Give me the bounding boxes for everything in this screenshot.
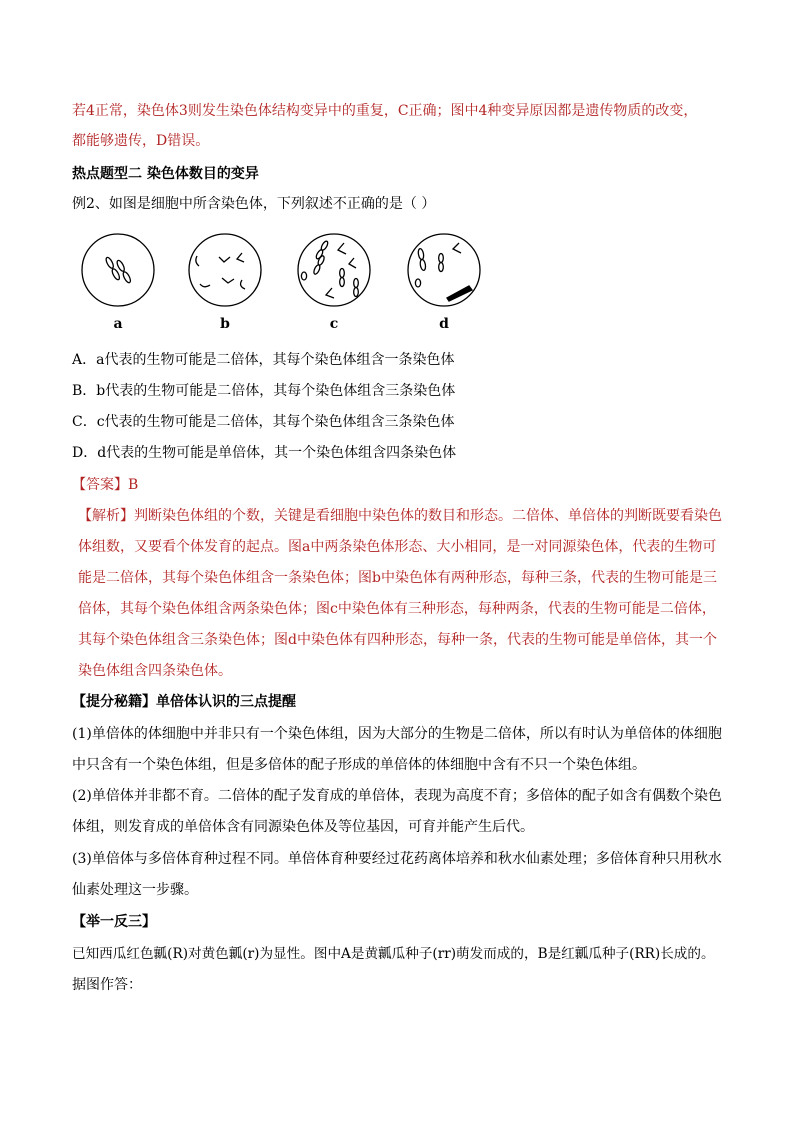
- option-a: A．a代表的生物可能是二倍体，其每个染色体组含一条染色体: [72, 352, 455, 368]
- tip-point-1-cont: 中只含有一个染色体组，但是多倍体的配子形成的单倍体的体细胞中含有不只一个染色体组。: [72, 757, 646, 773]
- chromosome-cells-drawing: [72, 228, 492, 313]
- answer-line: 【答案】B: [72, 477, 139, 493]
- example-question: 例2、如图是细胞中所含染色体，下列叙述不正确的是（ ）: [72, 196, 436, 212]
- analysis-line: 其每个染色体组含三条染色体；图d中染色体有四种形态，每种一条，代表的生物可能是单倍体，其一个: [78, 632, 717, 648]
- chromosome-figure: [72, 228, 492, 338]
- cell-d: [408, 234, 480, 306]
- practice-question-cont: 据图作答：: [72, 977, 142, 993]
- figure-label-b: b: [220, 316, 230, 332]
- practice-heading: 【举一反三】: [72, 914, 156, 930]
- practice-question: 已知西瓜红色瓤(R)对黄色瓤(r)为显性。图中A是黄瓤瓜种子(rr)萌发而成的，B是红瓤瓜种子(RR)长成的。: [72, 946, 715, 962]
- tip-point-3-cont: 仙素处理这一步骤。: [72, 882, 198, 898]
- analysis-line: 能是二倍体，其每个染色体组含一条染色体；图b中染色体有两种形态，每种三条，代表的生物可能是三: [78, 570, 717, 586]
- figure-label-c: c: [329, 316, 339, 332]
- tip-point-3: (3)单倍体与多倍体育种过程不同。单倍体育种要经过花药离体培养和秋水仙素处理；多倍体育种只用秋水: [72, 851, 722, 867]
- analysis-line: 倍体，其每个染色体组含两条染色体；图c中染色体有三种形态，每种两条，代表的生物可能是二倍体，: [78, 601, 716, 617]
- paragraph-line: 都能够遗传，D错误。: [72, 133, 210, 149]
- option-b: B．b代表的生物可能是二倍体，其每个染色体组含三条染色体: [72, 383, 456, 399]
- tip-point-2-cont: 体组，则发育成的单倍体含有同源染色体及等位基因，可育并能产生后代。: [72, 819, 534, 835]
- analysis-line: 染色体组含四条染色体。: [78, 663, 232, 679]
- tip-point-1: (1)单倍体的体细胞中并非只有一个染色体组，因为大部分的生物是二倍体，所以有时认为单倍体的体细胞: [72, 726, 722, 742]
- section-heading: 热点题型二 染色体数目的变异: [72, 166, 259, 182]
- cell-a: [82, 234, 154, 306]
- cell-c: [298, 234, 370, 306]
- option-d: D．d代表的生物可能是单倍体，其一个染色体组含四条染色体: [72, 445, 457, 461]
- analysis-line: 【解析】判断染色体组的个数，关键是看细胞中染色体的数目和形态。二倍体、单倍体的判断既要看染色: [78, 508, 722, 524]
- paragraph-line: 若4正常，染色体3则发生染色体结构变异中的重复，C正确；图中4种变异原因都是遗传物质的改变，: [72, 103, 698, 119]
- tip-point-2: (2)单倍体并非都不育。二倍体的配子发育成的单倍体，表现为高度不育；多倍体的配子如含有偶数个染色: [72, 788, 722, 804]
- option-c: C．c代表的生物可能是二倍体，其每个染色体组含三条染色体: [72, 414, 455, 430]
- figure-label-a: a: [113, 316, 123, 332]
- cell-b: [189, 234, 261, 306]
- analysis-line: 体组数，又要看个体发育的起点。图a中两条染色体形态、大小相同，是一对同源染色体，代表的生物可: [78, 539, 717, 555]
- figure-label-d: d: [439, 316, 449, 332]
- tips-heading: 【提分秘籍】单倍体认识的三点提醒: [72, 694, 296, 710]
